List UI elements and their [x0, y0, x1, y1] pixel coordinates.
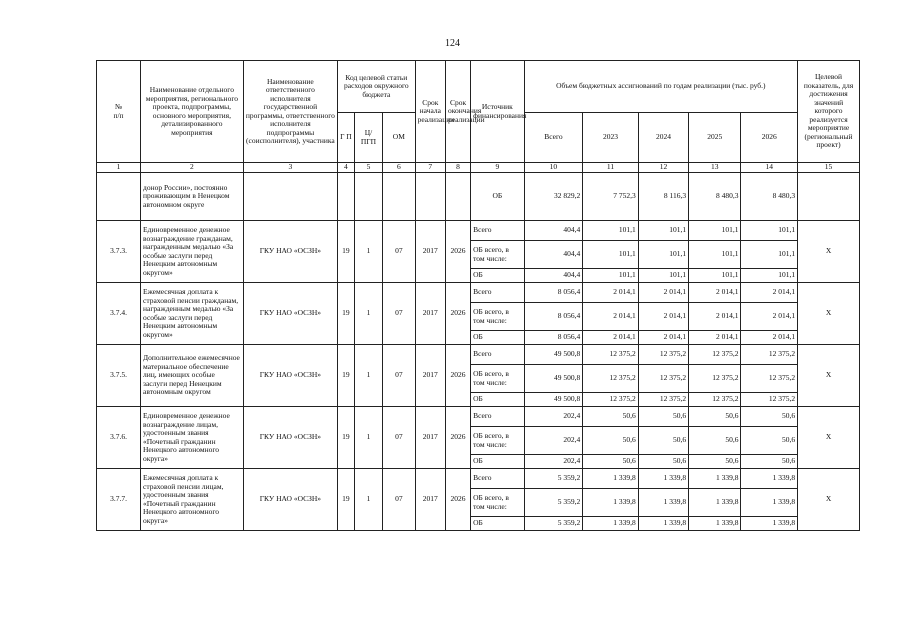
table-row: [97, 283, 860, 303]
value-2025: 2 014,1: [689, 283, 741, 303]
item-name: Ежемесячная доплата к страховой пенсии гражданам, награжденным медалью «За особые заслуги перед Ненецким автономным округом»: [141, 283, 244, 345]
total-cell: 8 056,4: [524, 283, 583, 303]
header-2023: 2023: [583, 113, 639, 163]
code-gp: 19: [338, 345, 355, 407]
source-cell: Всего: [471, 469, 524, 489]
table-row: [97, 469, 860, 489]
value-2025: 1 339,8: [689, 489, 741, 517]
value-2024: 2 014,1: [638, 283, 688, 303]
value-2024: 101,1: [638, 241, 688, 269]
total-cell: 5 359,2: [524, 489, 583, 517]
code-om: 07: [383, 345, 416, 407]
start-year: 2017: [415, 283, 445, 345]
value-2025: 50,6: [689, 407, 741, 427]
value-2026: 101,1: [741, 269, 798, 283]
end-year: 2026: [445, 221, 470, 283]
value-2023: 12 375,2: [583, 393, 639, 407]
code-cpgp: 1: [354, 283, 382, 345]
value-2024: 12 375,2: [638, 365, 688, 393]
code-cpgp: 1: [354, 345, 382, 407]
column-number: 12: [638, 163, 688, 173]
item-number: 3.7.6.: [97, 407, 141, 469]
table-body: [97, 173, 860, 531]
indicator-cell: Х: [798, 469, 860, 531]
column-number: 14: [741, 163, 798, 173]
header-total: Всего: [524, 113, 583, 163]
total-cell: 49 500,8: [524, 365, 583, 393]
value-2025: 2 014,1: [689, 303, 741, 331]
responsible-cell: ГКУ НАО «ОСЗН»: [243, 469, 337, 531]
end-year: 2026: [445, 407, 470, 469]
table-header: [97, 61, 860, 173]
column-number-row: [97, 163, 860, 173]
code-gp: 19: [338, 283, 355, 345]
item-number: 3.7.3.: [97, 221, 141, 283]
header-cpgp: Ц/ ПГП: [354, 113, 382, 163]
total-cell: 202,4: [524, 427, 583, 455]
column-number: 9: [471, 163, 524, 173]
value-2025: 12 375,2: [689, 393, 741, 407]
value-2023: 2 014,1: [583, 283, 639, 303]
responsible-cell: ГКУ НАО «ОСЗН»: [243, 221, 337, 283]
value-2024: 12 375,2: [638, 393, 688, 407]
value-2024: 2 014,1: [638, 303, 688, 331]
code-gp: 19: [338, 221, 355, 283]
header-gp: Г П: [338, 113, 355, 163]
value-2023: 50,6: [583, 455, 639, 469]
item-name: Ежемесячная доплата к страховой пенсии лицам, удостоенным звания «Почетный гражданин Ненецкого автономного округа»: [141, 469, 244, 531]
total-cell: 404,4: [524, 221, 583, 241]
source-cell: Всего: [471, 345, 524, 365]
value-2025: 50,6: [689, 427, 741, 455]
item-name: Единовременное денежное вознаграждение гражданам, награжденным медалью «За особые заслуги перед Ненецким автономным округом»: [141, 221, 244, 283]
source-cell: ОБ: [471, 173, 524, 221]
column-number: 3: [243, 163, 337, 173]
responsible-cell: ГКУ НАО «ОСЗН»: [243, 283, 337, 345]
value-2025: 2 014,1: [689, 331, 741, 345]
value-2023: 101,1: [583, 269, 639, 283]
value-2024: 50,6: [638, 407, 688, 427]
header-num: № п/п: [97, 61, 141, 163]
value-2026: 50,6: [741, 407, 798, 427]
value-2024: 101,1: [638, 221, 688, 241]
start-year: 2017: [415, 469, 445, 531]
value-2026: 12 375,2: [741, 393, 798, 407]
code-gp: 19: [338, 407, 355, 469]
page-number: 124: [445, 38, 460, 49]
item-name: Единовременное денежное вознаграждение лицам, удостоенным звания «Почетный гражданин Ненецкого автономного округа»: [141, 407, 244, 469]
table-row: [97, 173, 860, 221]
source-cell: ОБ: [471, 331, 524, 345]
value-2023: 1 339,8: [583, 469, 639, 489]
total-cell: 404,4: [524, 269, 583, 283]
value-2024: 101,1: [638, 269, 688, 283]
value-2023: 50,6: [583, 427, 639, 455]
value-2025: 101,1: [689, 269, 741, 283]
value-2026: 2 014,1: [741, 331, 798, 345]
total-cell: 404,4: [524, 241, 583, 269]
value-2024: 50,6: [638, 427, 688, 455]
value-2026: 12 375,2: [741, 365, 798, 393]
value-2026: 50,6: [741, 455, 798, 469]
source-cell: ОБ: [471, 455, 524, 469]
value-2023: 7 752,3: [583, 173, 639, 221]
value-2023: 12 375,2: [583, 365, 639, 393]
value-2023: 2 014,1: [583, 303, 639, 331]
value-2026: 2 014,1: [741, 283, 798, 303]
header-indicator: Целевой показатель, для достижения значений которого реализуется мероприятие (региональный проект): [798, 61, 860, 163]
column-number: 1: [97, 163, 141, 173]
end-year: 2026: [445, 469, 470, 531]
source-cell: ОБ всего, в том числе:: [471, 365, 524, 393]
value-2025: 101,1: [689, 221, 741, 241]
value-2023: 101,1: [583, 221, 639, 241]
value-2023: 1 339,8: [583, 517, 639, 531]
source-cell: ОБ всего, в том числе:: [471, 303, 524, 331]
indicator-cell: Х: [798, 221, 860, 283]
column-number: 4: [338, 163, 355, 173]
value-2024: 1 339,8: [638, 469, 688, 489]
code-om: 07: [383, 221, 416, 283]
header-name: Наименование отдельного мероприятия, регионального проекта, подпрограммы, основного мероприятия, детализированного мероприятия: [141, 61, 244, 163]
item-number: 3.7.7.: [97, 469, 141, 531]
end-year: 2026: [445, 283, 470, 345]
column-number: 11: [583, 163, 639, 173]
total-cell: 49 500,8: [524, 393, 583, 407]
value-2024: 2 014,1: [638, 331, 688, 345]
column-number: 5: [354, 163, 382, 173]
column-number: 8: [445, 163, 470, 173]
value-2025: 50,6: [689, 455, 741, 469]
source-cell: ОБ всего, в том числе:: [471, 241, 524, 269]
code-cpgp: 1: [354, 221, 382, 283]
code-cpgp: 1: [354, 469, 382, 531]
header-start: Срок начала реализации: [415, 61, 445, 163]
column-number: 10: [524, 163, 583, 173]
header-2024: 2024: [638, 113, 688, 163]
value-2024: 50,6: [638, 455, 688, 469]
total-cell: 8 056,4: [524, 303, 583, 331]
column-number: 6: [383, 163, 416, 173]
item-name: донор России», постоянно проживающим в Ненецком автономном округе: [141, 173, 244, 221]
value-2025: 12 375,2: [689, 365, 741, 393]
header-2025: 2025: [689, 113, 741, 163]
value-2026: 1 339,8: [741, 517, 798, 531]
code-om: 07: [383, 283, 416, 345]
source-cell: Всего: [471, 407, 524, 427]
item-number: 3.7.4.: [97, 283, 141, 345]
code-cpgp: 1: [354, 407, 382, 469]
indicator-cell: Х: [798, 345, 860, 407]
total-cell: 202,4: [524, 455, 583, 469]
value-2026: 12 375,2: [741, 345, 798, 365]
header-om: ОМ: [383, 113, 416, 163]
value-2023: 101,1: [583, 241, 639, 269]
total-cell: 5 359,2: [524, 517, 583, 531]
value-2026: 101,1: [741, 221, 798, 241]
header-responsible: Наименование ответственного исполнителя государственной программы, ответственного исполнителя подпрограммы (соисполнителя), участника: [243, 61, 337, 163]
start-year: 2017: [415, 407, 445, 469]
total-cell: 5 359,2: [524, 469, 583, 489]
value-2026: 2 014,1: [741, 303, 798, 331]
header-end: Срок окончания реализации: [445, 61, 470, 163]
value-2024: 1 339,8: [638, 489, 688, 517]
table-row: [97, 407, 860, 427]
total-cell: 49 500,8: [524, 345, 583, 365]
budget-table: [96, 60, 860, 531]
source-cell: ОБ: [471, 517, 524, 531]
code-gp: 19: [338, 469, 355, 531]
value-2026: 50,6: [741, 427, 798, 455]
indicator-cell: Х: [798, 407, 860, 469]
value-2025: 1 339,8: [689, 469, 741, 489]
column-number: 13: [689, 163, 741, 173]
item-name: Дополнительное ежемесячное материальное обеспечение лиц, имеющих особые заслуги перед Ненецким автономным округом: [141, 345, 244, 407]
start-year: 2017: [415, 345, 445, 407]
source-cell: ОБ: [471, 269, 524, 283]
source-cell: ОБ: [471, 393, 524, 407]
value-2024: 1 339,8: [638, 517, 688, 531]
end-year: 2026: [445, 345, 470, 407]
source-cell: ОБ всего, в том числе:: [471, 489, 524, 517]
total-cell: 32 829,2: [524, 173, 583, 221]
total-cell: 8 056,4: [524, 331, 583, 345]
column-number: 7: [415, 163, 445, 173]
total-cell: 202,4: [524, 407, 583, 427]
source-cell: Всего: [471, 221, 524, 241]
value-2025: 12 375,2: [689, 345, 741, 365]
header-code-group: Код целевой статьи расходов окружного бюджета: [338, 61, 416, 113]
value-2023: 12 375,2: [583, 345, 639, 365]
indicator-cell: Х: [798, 283, 860, 345]
header-2026: 2026: [741, 113, 798, 163]
value-2026: 8 480,3: [741, 173, 798, 221]
code-om: 07: [383, 407, 416, 469]
responsible-cell: ГКУ НАО «ОСЗН»: [243, 407, 337, 469]
value-2023: 50,6: [583, 407, 639, 427]
table-row: [97, 221, 860, 241]
header-source: Источник финансирования: [471, 61, 524, 163]
header-volume-group: Объем бюджетных ассигнований по годам реализации (тыс. руб.): [524, 61, 798, 113]
column-number: 15: [798, 163, 860, 173]
table-row: [97, 345, 860, 365]
value-2025: 8 480,3: [689, 173, 741, 221]
value-2026: 1 339,8: [741, 489, 798, 517]
source-cell: ОБ всего, в том числе:: [471, 427, 524, 455]
start-year: 2017: [415, 221, 445, 283]
responsible-cell: ГКУ НАО «ОСЗН»: [243, 345, 337, 407]
column-number: 2: [141, 163, 244, 173]
value-2023: 2 014,1: [583, 331, 639, 345]
value-2025: 101,1: [689, 241, 741, 269]
source-cell: Всего: [471, 283, 524, 303]
value-2026: 1 339,8: [741, 469, 798, 489]
value-2024: 8 116,3: [638, 173, 688, 221]
value-2024: 12 375,2: [638, 345, 688, 365]
code-om: 07: [383, 469, 416, 531]
value-2023: 1 339,8: [583, 489, 639, 517]
value-2025: 1 339,8: [689, 517, 741, 531]
value-2026: 101,1: [741, 241, 798, 269]
item-number: 3.7.5.: [97, 345, 141, 407]
